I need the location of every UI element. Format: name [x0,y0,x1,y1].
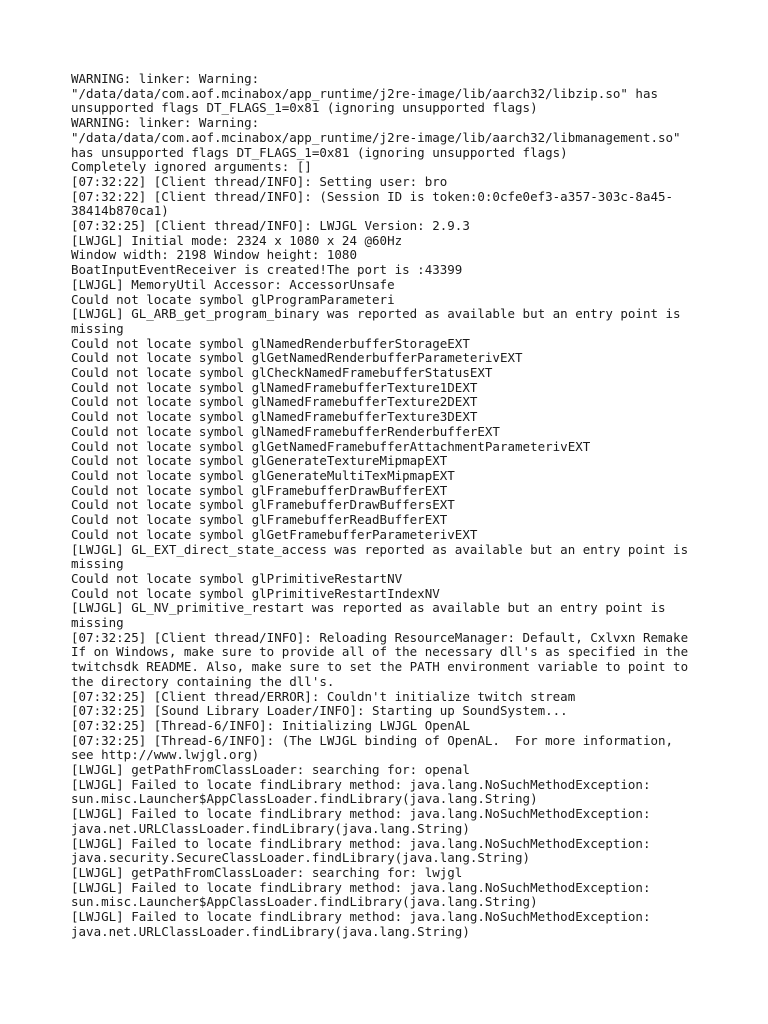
log-line: BoatInputEventReceiver is created!The port is :43399 [71,262,463,278]
log-line: [LWJGL] Failed to locate findLibrary method: java.lang.NoSuchMethodException: [71,835,651,851]
log-line: [LWJGL] Failed to locate findLibrary method: java.lang.NoSuchMethodException: [71,806,651,822]
log-line: [07:32:22] [Client thread/INFO]: Setting user: bro [71,173,448,189]
log-line: [LWJGL] Failed to locate findLibrary method: java.lang.NoSuchMethodException: [71,776,651,792]
log-line: [07:32:25] [Client thread/INFO]: LWJGL Version: 2.9.3 [71,218,470,234]
log-line: Could not locate symbol glNamedFramebufferRenderbufferEXT [71,423,500,439]
log-line: Could not locate symbol glGenerateTextureMipmapEXT [71,453,448,469]
log-line: 38414b870ca1) [71,203,169,219]
log-line: sun.misc.Launcher$AppClassLoader.findLibrary(java.lang.String) [71,894,538,910]
log-line: see http://www.lwjgl.org) [71,747,260,763]
log-line: Could not locate symbol glPrimitiveRestartNV [71,570,403,586]
log-line: has unsupported flags DT_FLAGS_1=0x81 (ignoring unsupported flags) [71,144,568,160]
log-line: [07:32:25] [Thread-6/INFO]: (The LWJGL binding of OpenAL. For more information, [71,732,674,748]
log-line: If on Windows, make sure to provide all of the necessary dll's as specified in the [71,644,689,660]
log-line: missing [71,556,124,572]
log-line: [LWJGL] getPathFromClassLoader: searching for: lwjgl [71,864,463,880]
log-line: Could not locate symbol glNamedFramebufferTexture2DEXT [71,394,478,410]
log-line: the directory containing the dll's. [71,673,335,689]
log-line: [LWJGL] GL_EXT_direct_state_access was reported as available but an entry point is [71,541,689,557]
log-line: Could not locate symbol glCheckNamedFramebufferStatusEXT [71,365,493,381]
log-line: sun.misc.Launcher$AppClassLoader.findLibrary(java.lang.String) [71,791,538,807]
log-line: java.net.URLClassLoader.findLibrary(java.lang.String) [71,820,470,836]
log-line: missing [71,615,124,631]
log-line: [LWJGL] GL_ARB_get_program_binary was reported as available but an entry point is [71,306,681,322]
log-line: Could not locate symbol glNamedRenderbufferStorageEXT [71,335,470,351]
log-line: java.security.SecureClassLoader.findLibrary(java.lang.String) [71,850,531,866]
log-line: "/data/data/com.aof.mcinabox/app_runtime/j2re-image/lib/aarch32/libmanagement.so" [71,129,681,145]
log-line: Could not locate symbol glNamedFramebufferTexture3DEXT [71,409,478,425]
log-line: [LWJGL] GL_NV_primitive_restart was reported as available but an entry point is [71,600,666,616]
log-line: unsupported flags DT_FLAGS_1=0x81 (ignoring unsupported flags) [71,100,538,116]
log-line: [07:32:25] [Thread-6/INFO]: Initializing LWJGL OpenAL [71,717,470,733]
log-line: [LWJGL] getPathFromClassLoader: searching for: openal [71,762,470,778]
log-line: Could not locate symbol glGetFramebufferParameterivEXT [71,526,478,542]
log-line: [07:32:25] [Client thread/ERROR]: Couldn't initialize twitch stream [71,688,576,704]
log-line: [07:32:25] [Client thread/INFO]: Reloading ResourceManager: Default, Cxlvxn Remake [71,629,689,645]
log-line: Completely ignored arguments: [] [71,159,312,175]
log-line: java.net.URLClassLoader.findLibrary(java.lang.String) [71,923,470,939]
log-line: "/data/data/com.aof.mcinabox/app_runtime/j2re-image/lib/aarch32/libzip.so" has [71,85,658,101]
log-line: Could not locate symbol glProgramParameteri [71,291,395,307]
log-line: Could not locate symbol glFramebufferDrawBuffersEXT [71,497,455,513]
log-line: Could not locate symbol glPrimitiveRestartIndexNV [71,585,440,601]
log-line: twitchsdk README. Also, make sure to set the PATH environment variable to point to [71,659,689,675]
log-line: [LWJGL] Failed to locate findLibrary method: java.lang.NoSuchMethodException: [71,879,651,895]
log-line: [LWJGL] Initial mode: 2324 x 1080 x 24 @60Hz [71,232,403,248]
log-line: [07:32:22] [Client thread/INFO]: (Session ID is token:0:0cfe0ef3-a357-303c-8a45- [71,188,674,204]
log-output [71,72,761,939]
log-line: Could not locate symbol glGetNamedFramebufferAttachmentParameterivEXT [71,438,591,454]
log-line: [07:32:25] [Sound Library Loader/INFO]: Starting up SoundSystem... [71,703,568,719]
log-line: missing [71,320,124,336]
log-page [71,72,761,939]
log-line: Could not locate symbol glFramebufferReadBufferEXT [71,512,448,528]
log-line: Could not locate symbol glNamedFramebufferTexture1DEXT [71,379,478,395]
log-line: Could not locate symbol glGenerateMultiTexMipmapEXT [71,467,455,483]
log-line: WARNING: linker: Warning: [71,115,260,131]
log-line: [LWJGL] Failed to locate findLibrary method: java.lang.NoSuchMethodException: [71,909,651,925]
log-line: WARNING: linker: Warning: [71,71,260,86]
log-line: Window width: 2198 Window height: 1080 [71,247,357,263]
log-line: Could not locate symbol glGetNamedRenderbufferParameterivEXT [71,350,523,366]
log-line: Could not locate symbol glFramebufferDrawBufferEXT [71,482,448,498]
log-line: [LWJGL] MemoryUtil Accessor: AccessorUnsafe [71,276,395,292]
